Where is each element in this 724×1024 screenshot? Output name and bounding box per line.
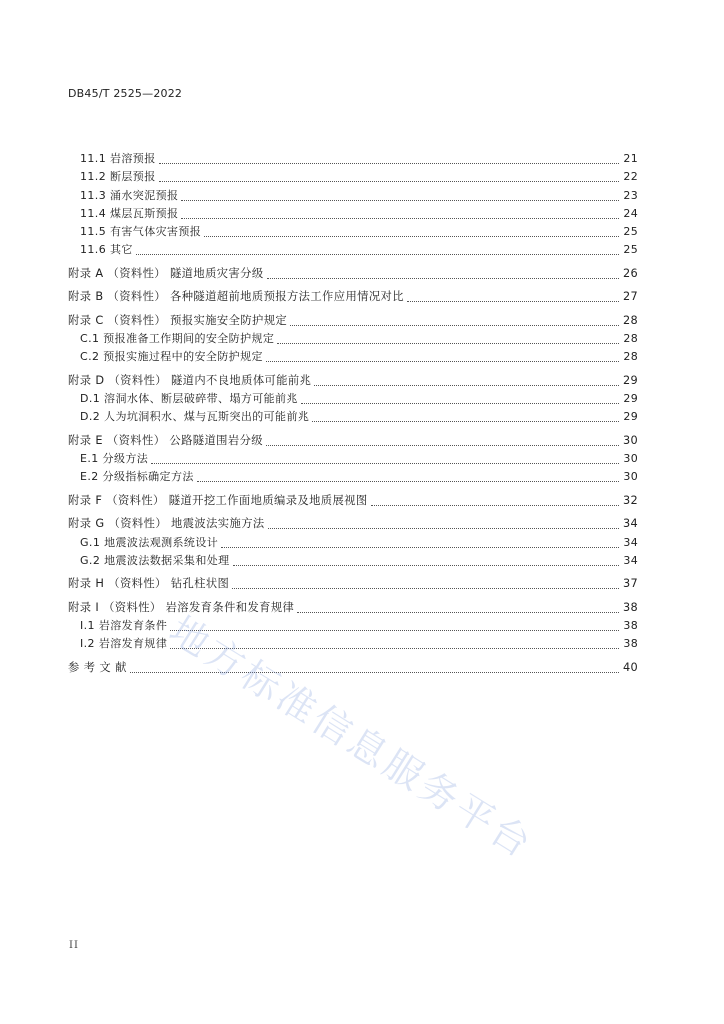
toc-entry-chapter[interactable] [68, 367, 638, 388]
toc-dot-leader [159, 153, 619, 164]
toc-entry-label: 11.6 其它 [80, 243, 133, 257]
toc-dot-leader [314, 375, 619, 386]
toc-dot-leader [371, 495, 619, 506]
toc-entry-label: G.1 地震波法观测系统设计 [80, 535, 219, 549]
toc-entry-page-number: 34 [623, 535, 638, 549]
toc-dot-leader [197, 471, 619, 482]
toc-entry-page-number: 29 [623, 392, 638, 406]
toc-entry-page-number: 28 [623, 350, 638, 364]
toc-entry-label: 附录 A （资料性） 隧道地质灾害分级 [68, 266, 264, 280]
toc-dot-leader [267, 268, 619, 279]
toc-entry-label: 附录 E （资料性） 公路隧道围岩分级 [68, 433, 263, 447]
toc-entry-page-number: 37 [623, 577, 638, 591]
toc-entry-page-number: 30 [623, 452, 638, 466]
toc-entry-page-number: 34 [623, 553, 638, 567]
watermark: 地方标准信息服务平台 [161, 607, 542, 868]
toc-entry-chapter[interactable] [68, 487, 638, 508]
toc-entry-label: D.2 人为坑洞积水、煤与瓦斯突出的可能前兆 [80, 410, 310, 424]
toc-entry-page-number: 30 [623, 433, 638, 447]
toc-entry-chapter[interactable] [68, 307, 638, 328]
toc-entry-label: 参 考 文 献 [68, 660, 127, 674]
toc-entry-section[interactable] [68, 203, 638, 221]
toc-entry-label: I.2 岩溶发育规律 [80, 637, 168, 651]
toc-entry-label: 附录 F （资料性） 隧道开挖工作面地质编录及地质展视图 [68, 493, 368, 507]
toc-entry-page-number: 23 [623, 188, 638, 202]
toc-entry-chapter[interactable] [68, 260, 638, 281]
toc-entry-label: D.1 溶洞水体、断层破碎带、塌方可能前兆 [80, 392, 298, 406]
toc-dot-leader [312, 411, 619, 422]
page-number: II [69, 940, 79, 951]
toc-entry-page-number: 34 [623, 517, 638, 531]
document-code-header: DB45/T 2525—2022 [68, 87, 183, 100]
toc-entry-page-number: 28 [623, 332, 638, 346]
toc-entry-page-number: 38 [623, 637, 638, 651]
toc-entry-chapter[interactable] [68, 594, 638, 615]
toc-entry-section[interactable] [68, 466, 638, 484]
toc-entry-section[interactable] [68, 550, 638, 568]
toc-dot-leader [266, 351, 619, 362]
toc-entry-section[interactable] [68, 221, 638, 239]
toc-dot-leader [266, 435, 619, 446]
toc-dot-leader [170, 620, 619, 631]
toc-entry-page-number: 29 [623, 410, 638, 424]
toc-entry-label: 附录 D （资料性） 隧道内不良地质体可能前兆 [68, 373, 312, 387]
toc-dot-leader [268, 518, 619, 529]
toc-entry-chapter[interactable] [68, 654, 638, 675]
toc-entry-label: 11.4 煤层瓦斯预报 [80, 206, 179, 220]
toc-entry-page-number: 21 [623, 152, 638, 166]
toc-entry-section[interactable] [68, 406, 638, 424]
toc-entry-page-number: 27 [623, 290, 638, 304]
toc-entry-section[interactable] [68, 239, 638, 257]
toc-entry-chapter[interactable] [68, 284, 638, 305]
toc-entry-label: 附录 H （资料性） 钻孔柱状图 [68, 577, 230, 591]
toc-entry-page-number: 22 [623, 170, 638, 184]
toc-entry-page-number: 40 [623, 660, 638, 674]
toc-entry-page-number: 30 [623, 470, 638, 484]
toc-dot-leader [181, 208, 619, 219]
toc-dot-leader [159, 171, 619, 182]
toc-entry-section[interactable] [68, 531, 638, 549]
toc-entry-section[interactable] [68, 633, 638, 651]
toc-entry-page-number: 38 [623, 600, 638, 614]
toc-entry-section[interactable] [68, 184, 638, 202]
toc-entry-chapter[interactable] [68, 511, 638, 532]
toc-dot-leader [151, 453, 619, 464]
toc-dot-leader [221, 537, 619, 548]
table-of-contents [68, 148, 638, 675]
toc-dot-leader [290, 315, 619, 326]
toc-entry-section[interactable] [68, 166, 638, 184]
toc-entry-label: C.1 预报准备工作期间的安全防护规定 [80, 332, 275, 346]
toc-entry-chapter[interactable] [68, 427, 638, 448]
toc-entry-label: 附录 C （资料性） 预报实施安全防护规定 [68, 313, 288, 327]
toc-entry-label: 11.3 涌水突泥预报 [80, 188, 179, 202]
toc-entry-label: I.1 岩溶发育条件 [80, 619, 168, 633]
toc-dot-leader [301, 393, 619, 404]
toc-entry-label: G.2 地震波法数据采集和处理 [80, 553, 230, 567]
toc-dot-leader [181, 190, 619, 201]
toc-entry-label: E.1 分级方法 [80, 452, 149, 466]
toc-dot-leader [277, 333, 619, 344]
toc-entry-section[interactable] [68, 346, 638, 364]
toc-dot-leader [232, 578, 619, 589]
toc-dot-leader [130, 662, 619, 673]
toc-dot-leader [136, 244, 619, 255]
toc-dot-leader [233, 555, 619, 566]
toc-entry-section[interactable] [68, 328, 638, 346]
toc-entry-label: 11.5 有害气体灾害预报 [80, 224, 202, 238]
toc-entry-label: 附录 B （资料性） 各种隧道超前地质预报方法工作应用情况对比 [68, 290, 404, 304]
toc-entry-page-number: 28 [623, 313, 638, 327]
toc-entry-page-number: 38 [623, 619, 638, 633]
toc-dot-leader [170, 638, 619, 649]
toc-entry-label: 11.1 岩溶预报 [80, 152, 156, 166]
toc-entry-label: 附录 G （资料性） 地震波法实施方法 [68, 517, 265, 531]
toc-entry-label: C.2 预报实施过程中的安全防护规定 [80, 350, 263, 364]
toc-entry-section[interactable] [68, 615, 638, 633]
toc-entry-page-number: 26 [623, 266, 638, 280]
toc-entry-label: 11.2 断层预报 [80, 170, 156, 184]
toc-entry-label: E.2 分级指标确定方法 [80, 470, 194, 484]
toc-entry-section[interactable] [68, 448, 638, 466]
toc-entry-page-number: 32 [623, 493, 638, 507]
toc-entry-page-number: 29 [623, 373, 638, 387]
toc-entry-section[interactable] [68, 148, 638, 166]
toc-entry-section[interactable] [68, 388, 638, 406]
toc-dot-leader [407, 291, 619, 302]
toc-entry-label: 附录 I （资料性） 岩溶发育条件和发育规律 [68, 600, 295, 614]
toc-entry-page-number: 25 [623, 243, 638, 257]
toc-dot-leader [297, 602, 619, 613]
toc-entry-page-number: 24 [623, 206, 638, 220]
toc-entry-chapter[interactable] [68, 571, 638, 592]
toc-dot-leader [204, 226, 619, 237]
toc-entry-page-number: 25 [623, 224, 638, 238]
